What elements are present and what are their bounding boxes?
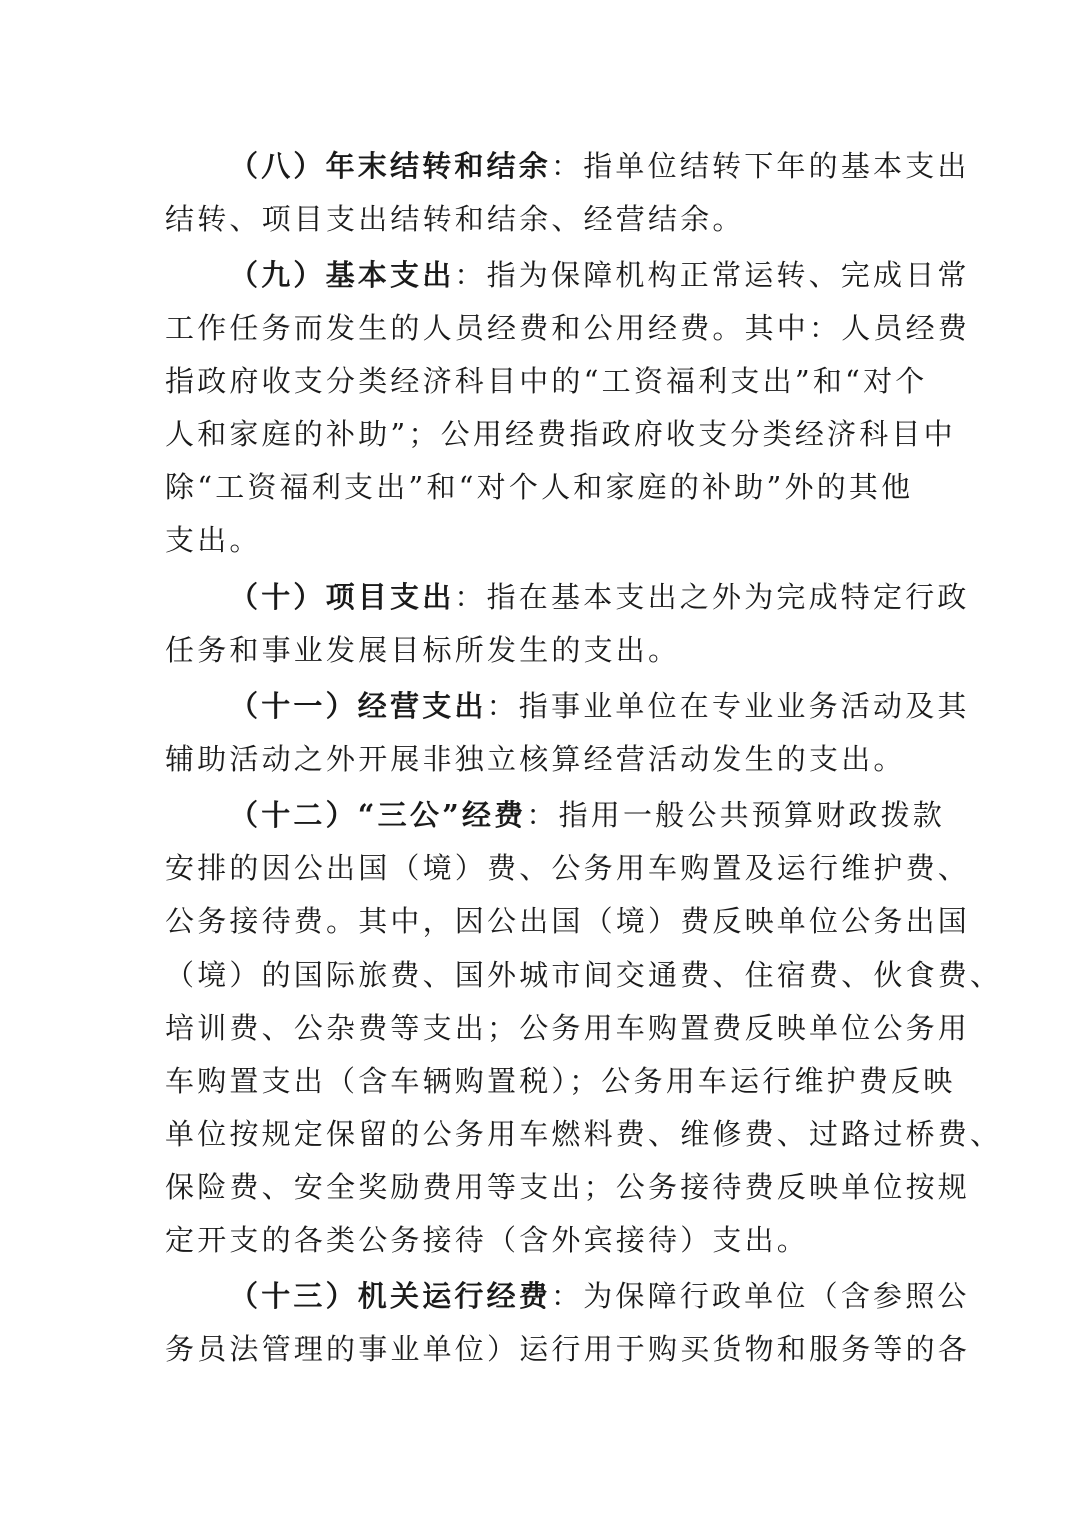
paragraph-9-line-4: 人和家庭的补助”；公用经费指政府收支分类经济科目中: [165, 417, 956, 451]
paragraph-8-line-1: [229, 146, 970, 186]
paragraph-11-line-2: 辅助活动之外开展非独立核算经营活动发生的支出。: [165, 742, 906, 776]
paragraph-9-line-5: 除“工资福利支出”和“对个人和家庭的补助”外的其他: [165, 470, 914, 504]
term-9: （九）基本支出: [229, 258, 455, 292]
paragraph-13-line-2: 务员法管理的事业单位）运行用于购买货物和服务等的各: [165, 1332, 971, 1366]
definition-text: ：指事业单位在专业业务活动及其: [486, 689, 970, 723]
term-10: （十）项目支出: [229, 580, 455, 614]
term-8: （八）年末结转和结余: [229, 149, 552, 183]
term-12: （十二）“三公”经费: [229, 798, 527, 832]
paragraph-12-line-8: 保险费、安全奖励费用等支出；公务接待费反映单位按规: [165, 1170, 971, 1204]
paragraph-10-line-2: 任务和事业发展目标所发生的支出。: [165, 633, 681, 667]
paragraph-12-line-3: 公务接待费。其中，因公出国（境）费反映单位公务出国: [165, 904, 971, 938]
paragraph-9-line-2: 工作任务而发生的人员经费和公用经费。其中：人员经费: [165, 311, 971, 345]
paragraph-11-line-1: [229, 686, 970, 726]
paragraph-13-line-1: [229, 1276, 970, 1316]
paragraph-10-line-1: [229, 577, 970, 617]
paragraph-12-line-2: 安排的因公出国（境）费、公务用车购置及运行维护费、: [165, 851, 971, 885]
definition-text: ：指用一般公共预算财政拨款: [526, 798, 945, 832]
term-13: （十三）机关运行经费: [229, 1279, 552, 1313]
paragraph-12-line-4: （境）的国际旅费、国外城市间交通费、住宿费、伙食费、: [165, 958, 1003, 992]
definition-text: ：为保障行政单位（含参照公: [551, 1279, 970, 1313]
definition-text: ：指单位结转下年的基本支出: [551, 149, 970, 183]
paragraph-12-line-1: [229, 795, 945, 835]
term-11: （十一）经营支出: [229, 689, 487, 723]
paragraph-12-line-6: 车购置支出（含车辆购置税）；公务用车运行维护费反映: [165, 1064, 956, 1098]
paragraph-12-line-7: 单位按规定保留的公务用车燃料费、维修费、过路过桥费、: [165, 1117, 1003, 1151]
paragraph-12-line-5: 培训费、公杂费等支出；公务用车购置费反映单位公务用: [165, 1011, 971, 1045]
paragraph-9-line-3: 指政府收支分类经济科目中的“工资福利支出”和“对个: [165, 364, 928, 398]
paragraph-12-line-9: 定开支的各类公务接待（含外宾接待）支出。: [165, 1223, 810, 1257]
paragraph-8-line-2: 结转、项目支出结转和结余、经营结余。: [165, 202, 745, 236]
definition-text: ：指在基本支出之外为完成特定行政: [454, 580, 970, 614]
paragraph-9-line-1: [229, 255, 970, 295]
definition-text: ：指为保障机构正常运转、完成日常: [454, 258, 970, 292]
paragraph-9-line-6: 支出。: [165, 523, 262, 557]
